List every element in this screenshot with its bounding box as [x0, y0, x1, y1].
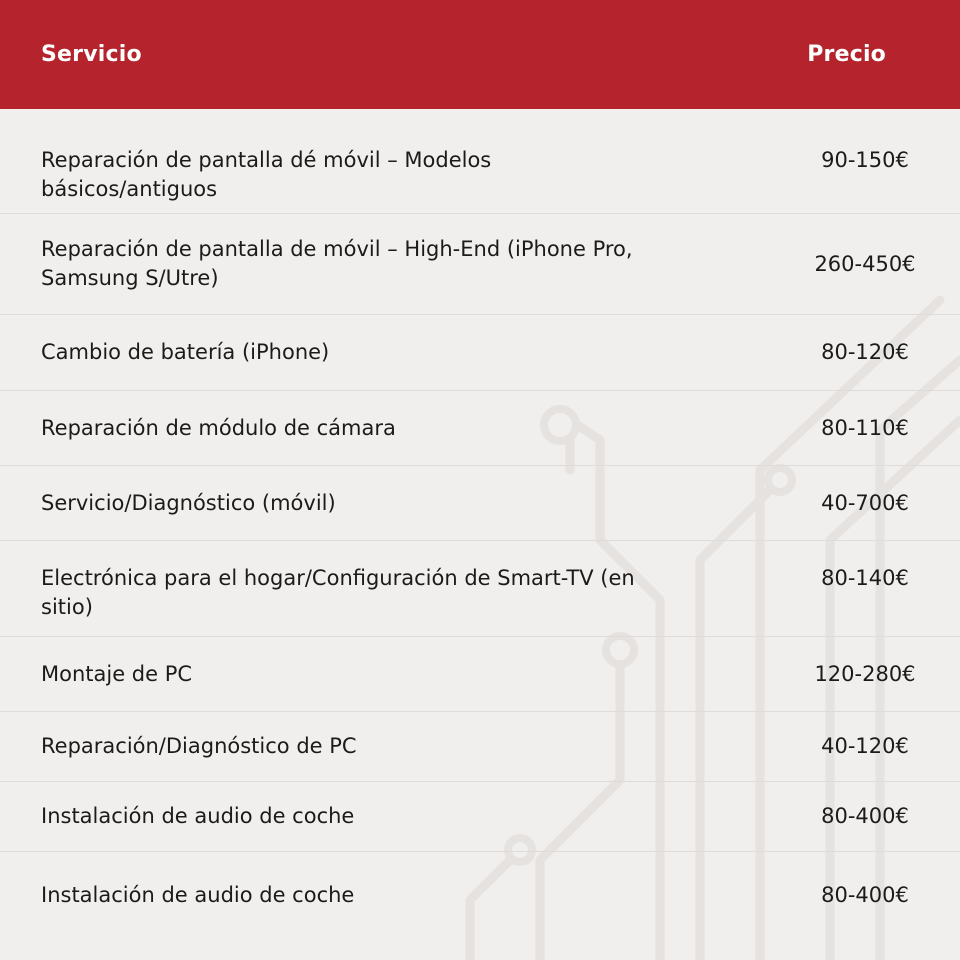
service-price: 90-150€	[821, 148, 909, 172]
service-name: Instalación de audio de coche	[41, 804, 355, 828]
service-price: 80-120€	[821, 340, 909, 364]
service-name: Montaje de PC	[41, 661, 193, 686]
table-row	[0, 541, 960, 637]
table-row	[0, 712, 960, 782]
price-column-header: Precio	[807, 42, 886, 67]
service-name: Instalación de audio de coche	[41, 882, 355, 907]
table-row	[0, 315, 960, 391]
service-price: 80-400€	[821, 882, 909, 907]
service-name: Servicio/Diagnóstico (móvil)	[41, 490, 336, 515]
service-price: 40-120€	[821, 734, 909, 758]
table-row	[0, 466, 960, 541]
table-row	[0, 637, 960, 712]
service-price: 40-700€	[821, 490, 909, 515]
service-column-header: Servicio	[41, 42, 142, 67]
service-name: Cambio de batería (iPhone)	[41, 340, 330, 364]
service-price: 80-110€	[821, 415, 909, 440]
service-price: 120-280€	[814, 661, 916, 686]
table-row	[0, 391, 960, 466]
table-row	[0, 214, 960, 315]
table-row	[0, 109, 960, 214]
service-name: Reparación de pantalla dé móvil – Modelos básicos/antiguos	[41, 148, 492, 201]
table-header	[0, 0, 960, 109]
service-name: Electrónica para el hogar/Configuración de Smart-TV (en sitio)	[41, 566, 635, 619]
service-name: Reparación/Diagnóstico de PC	[41, 734, 357, 758]
service-name: Reparación de pantalla de móvil – High-End (iPhone Pro, Samsung S/Utre)	[41, 237, 633, 290]
table-row	[0, 852, 960, 938]
service-price: 80-140€	[821, 566, 909, 590]
service-price: 260-450€	[814, 251, 916, 276]
table-row	[0, 782, 960, 852]
service-name: Reparación de módulo de cámara	[41, 415, 396, 440]
service-price: 80-400€	[821, 804, 909, 828]
